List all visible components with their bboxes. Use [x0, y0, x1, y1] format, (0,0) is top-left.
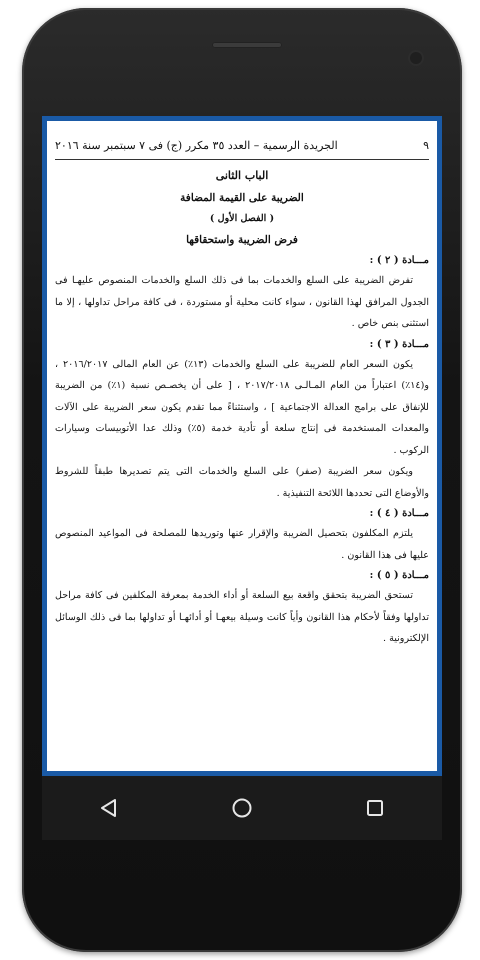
chapter-title: ( الفصل الأول )	[209, 213, 275, 224]
recents-button[interactable]	[350, 783, 400, 833]
page-number: ٩	[423, 138, 429, 152]
earpiece-speaker	[212, 42, 282, 48]
document-page[interactable]	[47, 121, 437, 771]
home-button[interactable]	[217, 783, 267, 833]
recents-square-icon	[365, 798, 385, 818]
article-4-label: مـــادة ( ٤ ) :	[369, 508, 429, 519]
article-3-paragraph-2: ويكون سعر الضريبة (صفر) على السلع والخدمات التى يتم تصديرها طبقاً للشروط والأوضاع التى تحددها اللائحة التنفيذية .	[55, 466, 429, 499]
article-3-label: مـــادة ( ٣ ) :	[369, 338, 429, 350]
article-2-label: مـــادة ( ٢ ) :	[369, 255, 429, 266]
page-header	[55, 131, 429, 160]
part-title: الباب الثانى	[215, 169, 269, 182]
back-button[interactable]	[84, 783, 134, 833]
article-4-paragraph: يلتزم المكلفون بتحصيل الضريبة والإقرار عنها وتوريدها للمصلحة فى المواعيد المنصوص عليها فى هذا القانون .	[55, 528, 429, 561]
subsection-title: فرض الضريبة واستحقاقها	[186, 234, 298, 246]
navigation-bar	[42, 776, 442, 840]
header-title: الجريدة الرسمية – العدد ٣٥ مكرر (ج) فى ٧ سبتمبر سنة ٢٠١٦	[55, 138, 338, 152]
document-body	[55, 165, 429, 650]
article-3-paragraph-1: يكون السعر العام للضريبة على السلع والخدمات (١٣٪) عن العام المالى ٢٠١٦/٢٠١٧ ، و(١٤٪) اعتباراً من العام المـالـى ٢٠١٧/٢٠١٨ ، [ على أن يخصـص نسبة (١٪) من الضريبة للإنفاق على برامج العدالة الاجتماعية ] ، واستثناءً مما تقدم يكون سعر الضريبة على الآلات والمعدات المستخدمة فى إنتاج سلعة أو تأدية خدمة (٥٪) وذلك عدا الأتوبيسات وسيارات الركوب .	[55, 358, 429, 456]
article-2-paragraph: تفرض الضريبة على السلع والخدمات بما فى ذلك السلع والخدمات المنصوص عليهـا فى الجدول المرافق لهذا القانون ، سواء كانت محلية أو مستوردة ، فى كافة مراحل تداولها ، إلا ما استثنى بنص خاص .	[55, 275, 429, 329]
home-circle-icon	[231, 797, 253, 819]
article-5-label: مـــادة ( ٥ ) :	[369, 570, 429, 581]
back-triangle-icon	[99, 798, 119, 818]
section-title: الضريبة على القيمة المضافة	[180, 192, 304, 204]
screen	[42, 116, 442, 776]
article-5-paragraph: تستحق الضريبة بتحقق واقعة بيع السلعة أو أداء الخدمة بمعرفة المكلفين فى كافة مراحل تداولها وفقاً لأحكام هذا القانون وأياً كانت وسيلة بيعهـا أو أدائهـا أو تداولها بما فى ذلك الوسائل الإلكترونية .	[55, 590, 429, 644]
front-camera	[410, 52, 422, 64]
